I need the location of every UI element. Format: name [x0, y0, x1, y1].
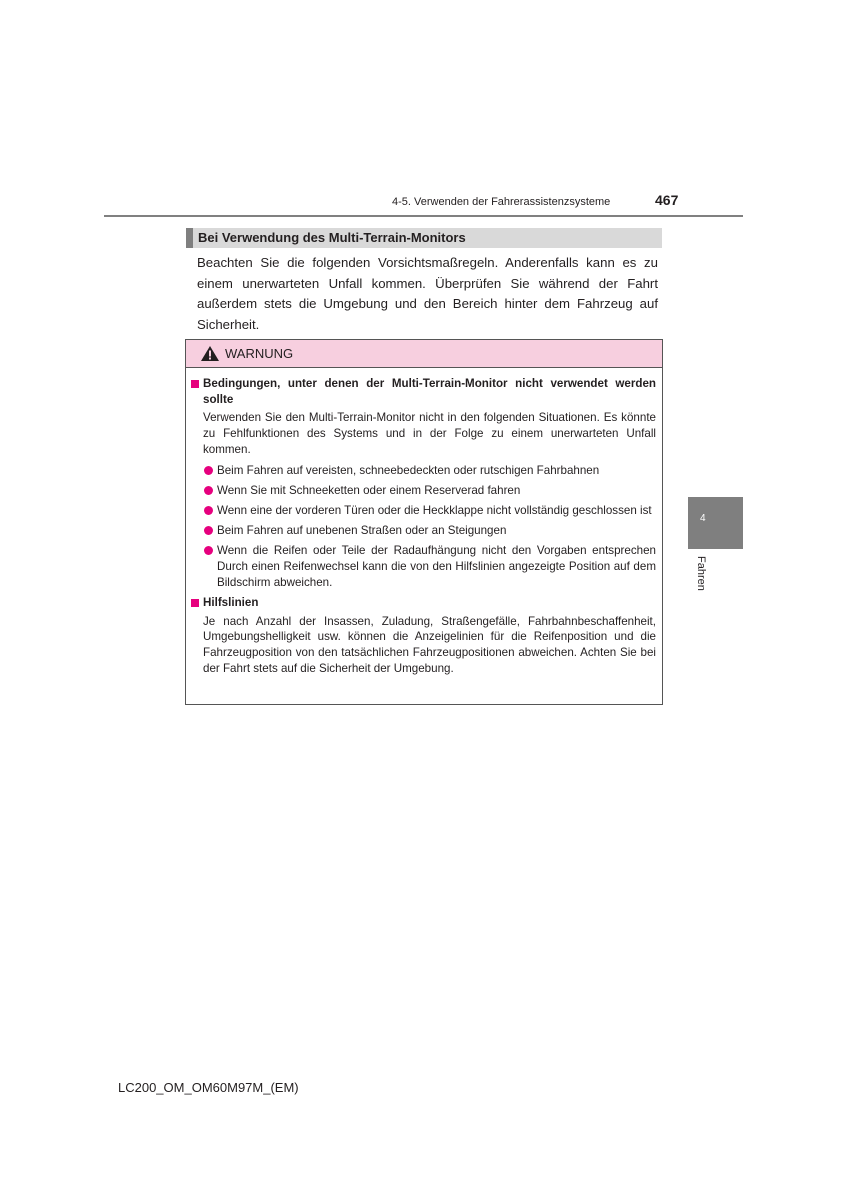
dot-bullet-icon	[204, 466, 213, 475]
list-item	[203, 503, 656, 519]
page-number: 467	[655, 192, 679, 208]
dot-bullet-icon	[204, 506, 213, 515]
warning-box	[185, 339, 663, 705]
list-item	[203, 483, 656, 499]
warning-paragraph: Verwenden Sie den Multi-Terrain-Monitor nicht in den folgenden Situationen. Es könnte zu Fehlfunktionen des Systems und in der Folge zu einem unerwarteten Unfall kommen.	[203, 411, 656, 456]
dot-bullet-icon	[204, 526, 213, 535]
list-item	[203, 463, 656, 479]
chapter-tab	[688, 497, 743, 549]
square-bullet-icon	[191, 599, 199, 607]
list-item	[203, 523, 656, 539]
list-item-text: Wenn Sie mit Schneeketten oder einem Reserverad fahren	[217, 483, 521, 497]
warning-header	[186, 340, 662, 368]
warning-triangle-icon	[200, 345, 220, 362]
warning-body	[186, 368, 662, 676]
dot-bullet-icon	[204, 486, 213, 495]
list-item-text: Beim Fahren auf vereisten, schneebedeckten oder rutschigen Fahrbahnen	[217, 463, 600, 477]
list-item-text: Wenn eine der vorderen Türen oder die Heckklappe nicht vollständig geschlossen ist	[217, 503, 652, 517]
header-divider	[104, 215, 743, 217]
bullet-list	[190, 463, 656, 591]
subheading-text: Bedingungen, unter denen der Multi-Terrain-Monitor nicht verwendet werden sollte	[203, 377, 656, 406]
list-item-text: Wenn die Reifen oder Teile der Radaufhängung nicht den Vorgaben entsprechen Durch einen Reifenwechsel kann die von den Hilfslinien angezeigte Position auf dem Bildschirm abweichen.	[217, 544, 656, 589]
list-item	[203, 543, 656, 590]
dot-bullet-icon	[204, 546, 213, 555]
section-title: Bei Verwendung des Multi-Terrain-Monitors	[186, 228, 662, 248]
chapter-label: Fahren	[695, 556, 707, 591]
footer-doc-code: LC200_OM_OM60M97M_(EM)	[118, 1080, 299, 1095]
warning-paragraph: Je nach Anzahl der Insassen, Zuladung, Straßengefälle, Fahrbahnbeschaffenheit, Umgebungshelligkeit usw. können die Anzeigelinien für die Reifenposition und die Fahrzeugposition von den tatsächlichen Fahrzeugpositionen abweichen. Achten Sie bei der Fahrt stets auf die Sicherheit der Umgebung.	[203, 614, 656, 675]
warning-subheading-guidelines	[190, 595, 656, 611]
subheading-text: Hilfslinien	[203, 595, 259, 609]
warning-subheading-conditions	[190, 376, 656, 407]
intro-paragraph: Beachten Sie die folgenden Vorsichtsmaßregeln. Anderenfalls kann es zu einem unerwarteten Unfall kommen. Überprüfen Sie während der Fahrt außerdem stets die Umgebung und den Bereich hinter dem Fahrzeug auf Sicherheit.	[197, 255, 658, 332]
square-bullet-icon	[191, 380, 199, 388]
chapter-number: 4	[700, 513, 706, 524]
header-section-title: 4-5. Verwenden der Fahrerassistenzsysteme	[392, 196, 611, 208]
list-item-text: Beim Fahren auf unebenen Straßen oder an Steigungen	[217, 524, 507, 538]
warning-label: WARNUNG	[225, 346, 294, 361]
